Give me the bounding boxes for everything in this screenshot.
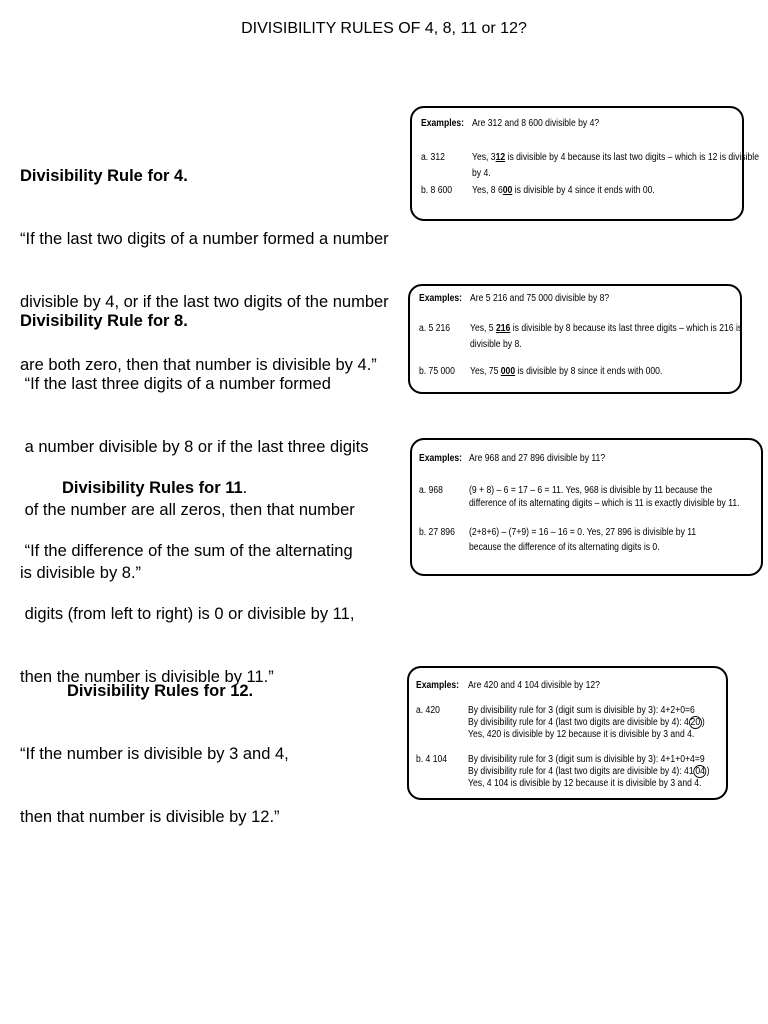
- rule-12-heading: Divisibility Rules for 12.: [67, 682, 254, 700]
- example-b-text: Yes, 75 000 is divisible by 8 since it ends with 000.: [470, 366, 663, 377]
- example-a-text: Yes, 312 is divisible by 4 because its last two digits – which is 12 is divisible: [472, 152, 759, 163]
- circled-digits: 04: [695, 766, 705, 777]
- rule-4-line: are both zero, then that number is divisible by 4.”: [20, 356, 377, 374]
- example-question: Are 420 and 4 104 divisible by 12?: [468, 680, 600, 691]
- rule-4-heading: Divisibility Rule for 4.: [20, 167, 188, 185]
- rule-11-line: “If the difference of the sum of the alternating: [20, 542, 353, 560]
- example-b-text-2: By divisibility rule for 4 (last two digits are divisible by 4): 41 04 ): [468, 766, 710, 777]
- circled-digits: 20: [690, 717, 701, 728]
- example-question: Are 312 and 8 600 divisible by 4?: [472, 118, 600, 129]
- rule-8-line: of the number are all zeros, then that number: [20, 501, 355, 519]
- example-b-text-3: Yes, 4 104 is divisible by 12 because it is divisible by 3 and 4.: [468, 778, 702, 789]
- example-box-rule-4: [410, 106, 759, 221]
- example-a-text-2: By divisibility rule for 4 (last two digits are divisible by 4): 4 20 ): [468, 717, 705, 728]
- example-box-rule-8: [408, 284, 742, 394]
- rule-4-line: “If the last two digits of a number formed a number: [20, 230, 389, 248]
- rule-12-line: “If the number is divisible by 3 and 4,: [20, 745, 289, 763]
- example-question: Are 5 216 and 75 000 divisible by 8?: [470, 293, 610, 304]
- example-b-label: b. 27 896: [419, 527, 455, 538]
- examples-label: Examples:: [419, 293, 463, 304]
- example-b-text: By divisibility rule for 3 (digit sum is divisible by 3): 4+1+0+4=9: [468, 754, 705, 765]
- example-a-text: By divisibility rule for 3 (digit sum is divisible by 3): 4+2+0=6: [468, 705, 695, 716]
- rule-8-line: “If the last three digits of a number formed: [20, 375, 331, 393]
- example-a-label: a. 420: [416, 705, 440, 716]
- rule-8-line: is divisible by 8.”: [20, 564, 142, 582]
- example-a-text-2: divisible by 8.: [470, 339, 522, 350]
- rule-11-heading: Divisibility Rules for 11: [62, 479, 243, 497]
- example-a-text: Yes, 5 216 is divisible by 8 because its last three digits – which is 216 is: [470, 323, 743, 334]
- rule-11-heading-suffix: .: [242, 479, 248, 497]
- example-a-label: a. 5 216: [419, 323, 451, 334]
- examples-label: Examples:: [419, 453, 463, 464]
- examples-label: Examples:: [416, 680, 460, 691]
- example-a-text-2: difference of its alternating digits – which is 11 is exactly divisible by 11.: [469, 498, 740, 509]
- example-b-text: Yes, 8 600 is divisible by 4 since it ends with 00.: [472, 185, 655, 196]
- rule-11-line: then the number is divisible by 11.”: [20, 668, 274, 686]
- example-b-label: b. 75 000: [419, 366, 455, 377]
- rule-11-line: digits (from left to right) is 0 or divisible by 11,: [20, 605, 355, 623]
- example-a-label: a. 968: [419, 485, 443, 496]
- example-a-text: (9 + 8) – 6 = 17 – 6 = 11. Yes, 968 is divisible by 11 because the: [469, 485, 713, 496]
- rule-4-line: divisible by 4, or if the last two digits of the number: [20, 293, 389, 311]
- examples-label: Examples:: [421, 118, 465, 129]
- example-a-label: a. 312: [421, 152, 445, 163]
- rule-12-line: then that number is divisible by 12.”: [20, 808, 280, 826]
- example-a-text-3: Yes, 420 is divisible by 12 because it is divisible by 3 and 4.: [468, 729, 695, 740]
- example-a-text-2: by 4.: [472, 168, 491, 179]
- example-question: Are 968 and 27 896 divisible by 11?: [469, 453, 606, 464]
- rule-8-line: a number divisible by 8 or if the last three digits: [20, 438, 369, 456]
- example-box-rule-11: [410, 438, 763, 576]
- example-box-rule-12: [407, 666, 728, 800]
- example-b-label: b. 4 104: [416, 754, 448, 765]
- rule-11-heading-row: [20, 478, 354, 499]
- example-b-text-2: because the difference of its alternating digits is 0.: [469, 542, 660, 553]
- rule-8-heading: Divisibility Rule for 8.: [20, 312, 188, 330]
- rule-12-block: [20, 639, 289, 849]
- page-title: DIVISIBILITY RULES OF 4, 8, 11 or 12?: [241, 20, 527, 37]
- example-b-label: b. 8 600: [421, 185, 453, 196]
- example-b-text: (2+8+6) – (7+9) = 16 – 16 = 0. Yes, 27 896 is divisible by 11: [469, 527, 697, 538]
